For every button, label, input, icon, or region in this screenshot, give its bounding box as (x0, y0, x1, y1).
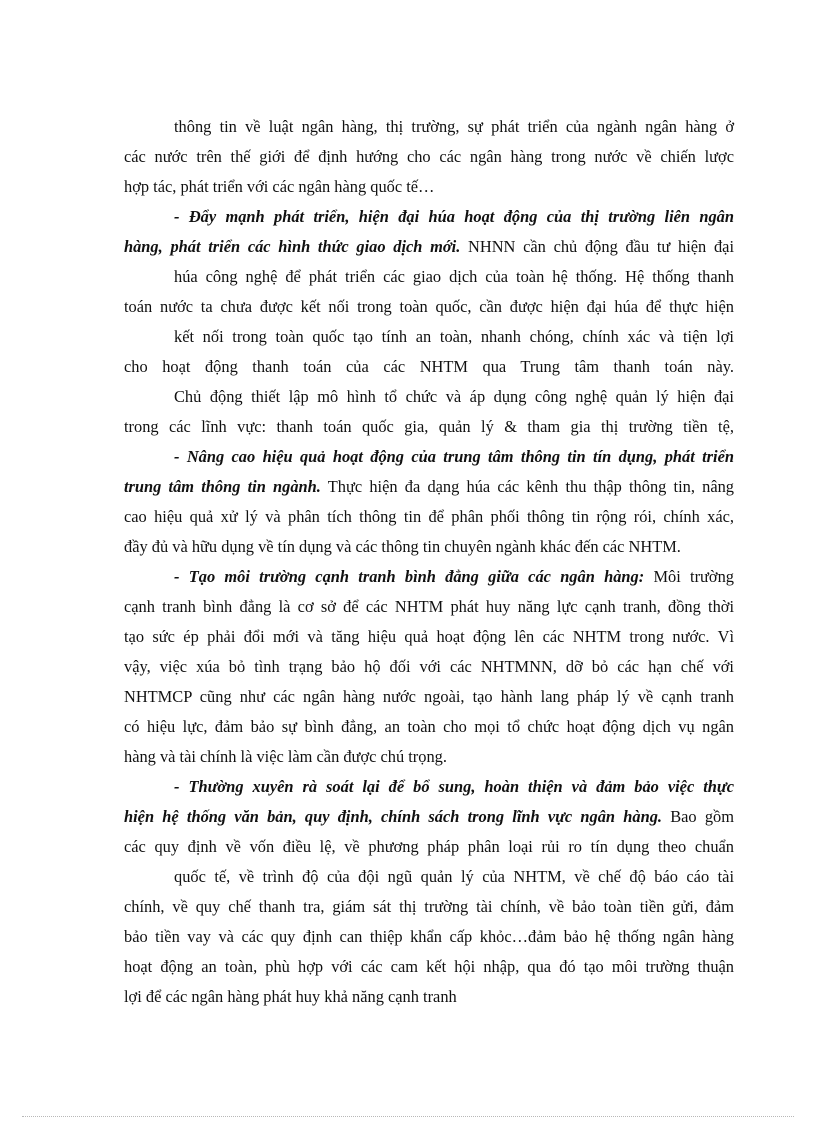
text-line: bảo tiền vay và các quy định can thiệp khẩn cấp khỏc…đảm bảo hệ thống ngân hàng (124, 927, 734, 946)
text-line: húa công nghệ để phát triển các giao dịch của toàn hệ thống. Hệ thống thanh (174, 267, 734, 286)
text-line: Chủ động thiết lập mô hình tổ chức và áp dụng công nghệ quản lý hiện đại (174, 387, 734, 406)
section-heading: - Tạo môi trường cạnh tranh bình đẳng giữa các ngân hàng: (174, 567, 645, 586)
text-line: vậy, việc xúa bỏ tình trạng bảo hộ đối với các NHTMNN, dỡ bỏ các hạn chế với (124, 657, 734, 676)
section-heading: hàng, phát triển các hình thức giao dịch mới. (124, 237, 461, 256)
text-line: hoạt động an toàn, phù hợp với các cam kết hội nhập, qua đó tạo môi trường thuận (124, 957, 734, 976)
text-line (124, 477, 734, 497)
text-line: hợp tác, phát triển với các ngân hàng quốc tế… (124, 177, 435, 196)
text-line: các quy định về vốn điều lệ, về phương pháp phân loại rủi ro tín dụng theo chuẩn (124, 837, 734, 856)
text-line: kết nối trong toàn quốc tạo tính an toàn, nhanh chóng, chính xác và tiện lợi (174, 327, 734, 346)
text-line: chính, về quy chế thanh tra, giám sát thị trường tài chính, về bảo toàn tiền gửi, đảm (124, 897, 734, 916)
text-run: NHNN cần chủ động đầu tư hiện đại (460, 237, 734, 256)
text-line: cao hiệu quả xử lý và phân tích thông tin để phân phối thông tin rộng rói, chính xác, (124, 507, 734, 526)
text-line: lợi để các ngân hàng phát huy khả năng cạnh tranh (124, 987, 457, 1006)
text-line: NHTMCP cũng như các ngân hàng nước ngoài, tạo hành lang pháp lý về cạnh tranh (124, 687, 734, 706)
text-line: quốc tế, về trình độ của đội ngũ quản lý của NHTM, về chế độ báo cáo tài (174, 867, 734, 886)
section-heading: hiện hệ thống văn bản, quy định, chính sách trong lĩnh vực ngân hàng. (124, 807, 662, 826)
text-run: Bao gồm (662, 807, 734, 826)
text-line: tạo sức ép phải đổi mới và tăng hiệu quả hoạt động lên các NHTM trong nước. Vì (124, 627, 734, 646)
text-line: toán nước ta chưa được kết nối trong toàn quốc, cần được hiện đại húa để thực hiện (124, 297, 734, 316)
text-line: thông tin về luật ngân hàng, thị trường, sự phát triển của ngành ngân hàng ở (174, 117, 734, 136)
text-line: có hiệu lực, đảm bảo sự bình đẳng, an toàn cho mọi tổ chức hoạt động dịch vụ ngân (124, 717, 734, 736)
text-run: Thực hiện đa dạng húa các kênh thu thập thông tin, nâng (320, 477, 735, 496)
section-heading: trung tâm thông tin ngành. (124, 477, 321, 496)
text-line: trong các lĩnh vực: thanh toán quốc gia, quản lý & tham gia thị trường tiền tệ, (124, 417, 734, 436)
text-line: các nước trên thế giới để định hướng cho các ngân hàng trong nước về chiến lược (124, 147, 734, 166)
text-line: hàng và tài chính là việc làm cần được chú trọng. (124, 747, 447, 766)
text-line (124, 807, 734, 827)
text-run: Môi trường (644, 567, 734, 586)
text-line: cạnh tranh bình đẳng là cơ sở để các NHTM phát huy năng lực cạnh tranh, đồng thời (124, 597, 734, 616)
footer-divider (22, 1116, 794, 1117)
text-line (174, 567, 734, 587)
section-heading: - Nâng cao hiệu quả hoạt động của trung tâm thông tin tín dụng, phát triển (174, 447, 734, 466)
text-line (124, 237, 734, 257)
section-heading: - Thường xuyên rà soát lại để bổ sung, hoàn thiện và đảm bảo việc thực (174, 777, 734, 796)
section-heading: - Đẩy mạnh phát triển, hiện đại húa hoạt động của thị trường liên ngân (174, 207, 734, 226)
text-line: đầy đủ và hữu dụng về tín dụng và các thông tin chuyên ngành khác đến các NHTM. (124, 537, 681, 556)
text-line: cho hoạt động thanh toán của các NHTM qua Trung tâm thanh toán này. (124, 357, 734, 376)
